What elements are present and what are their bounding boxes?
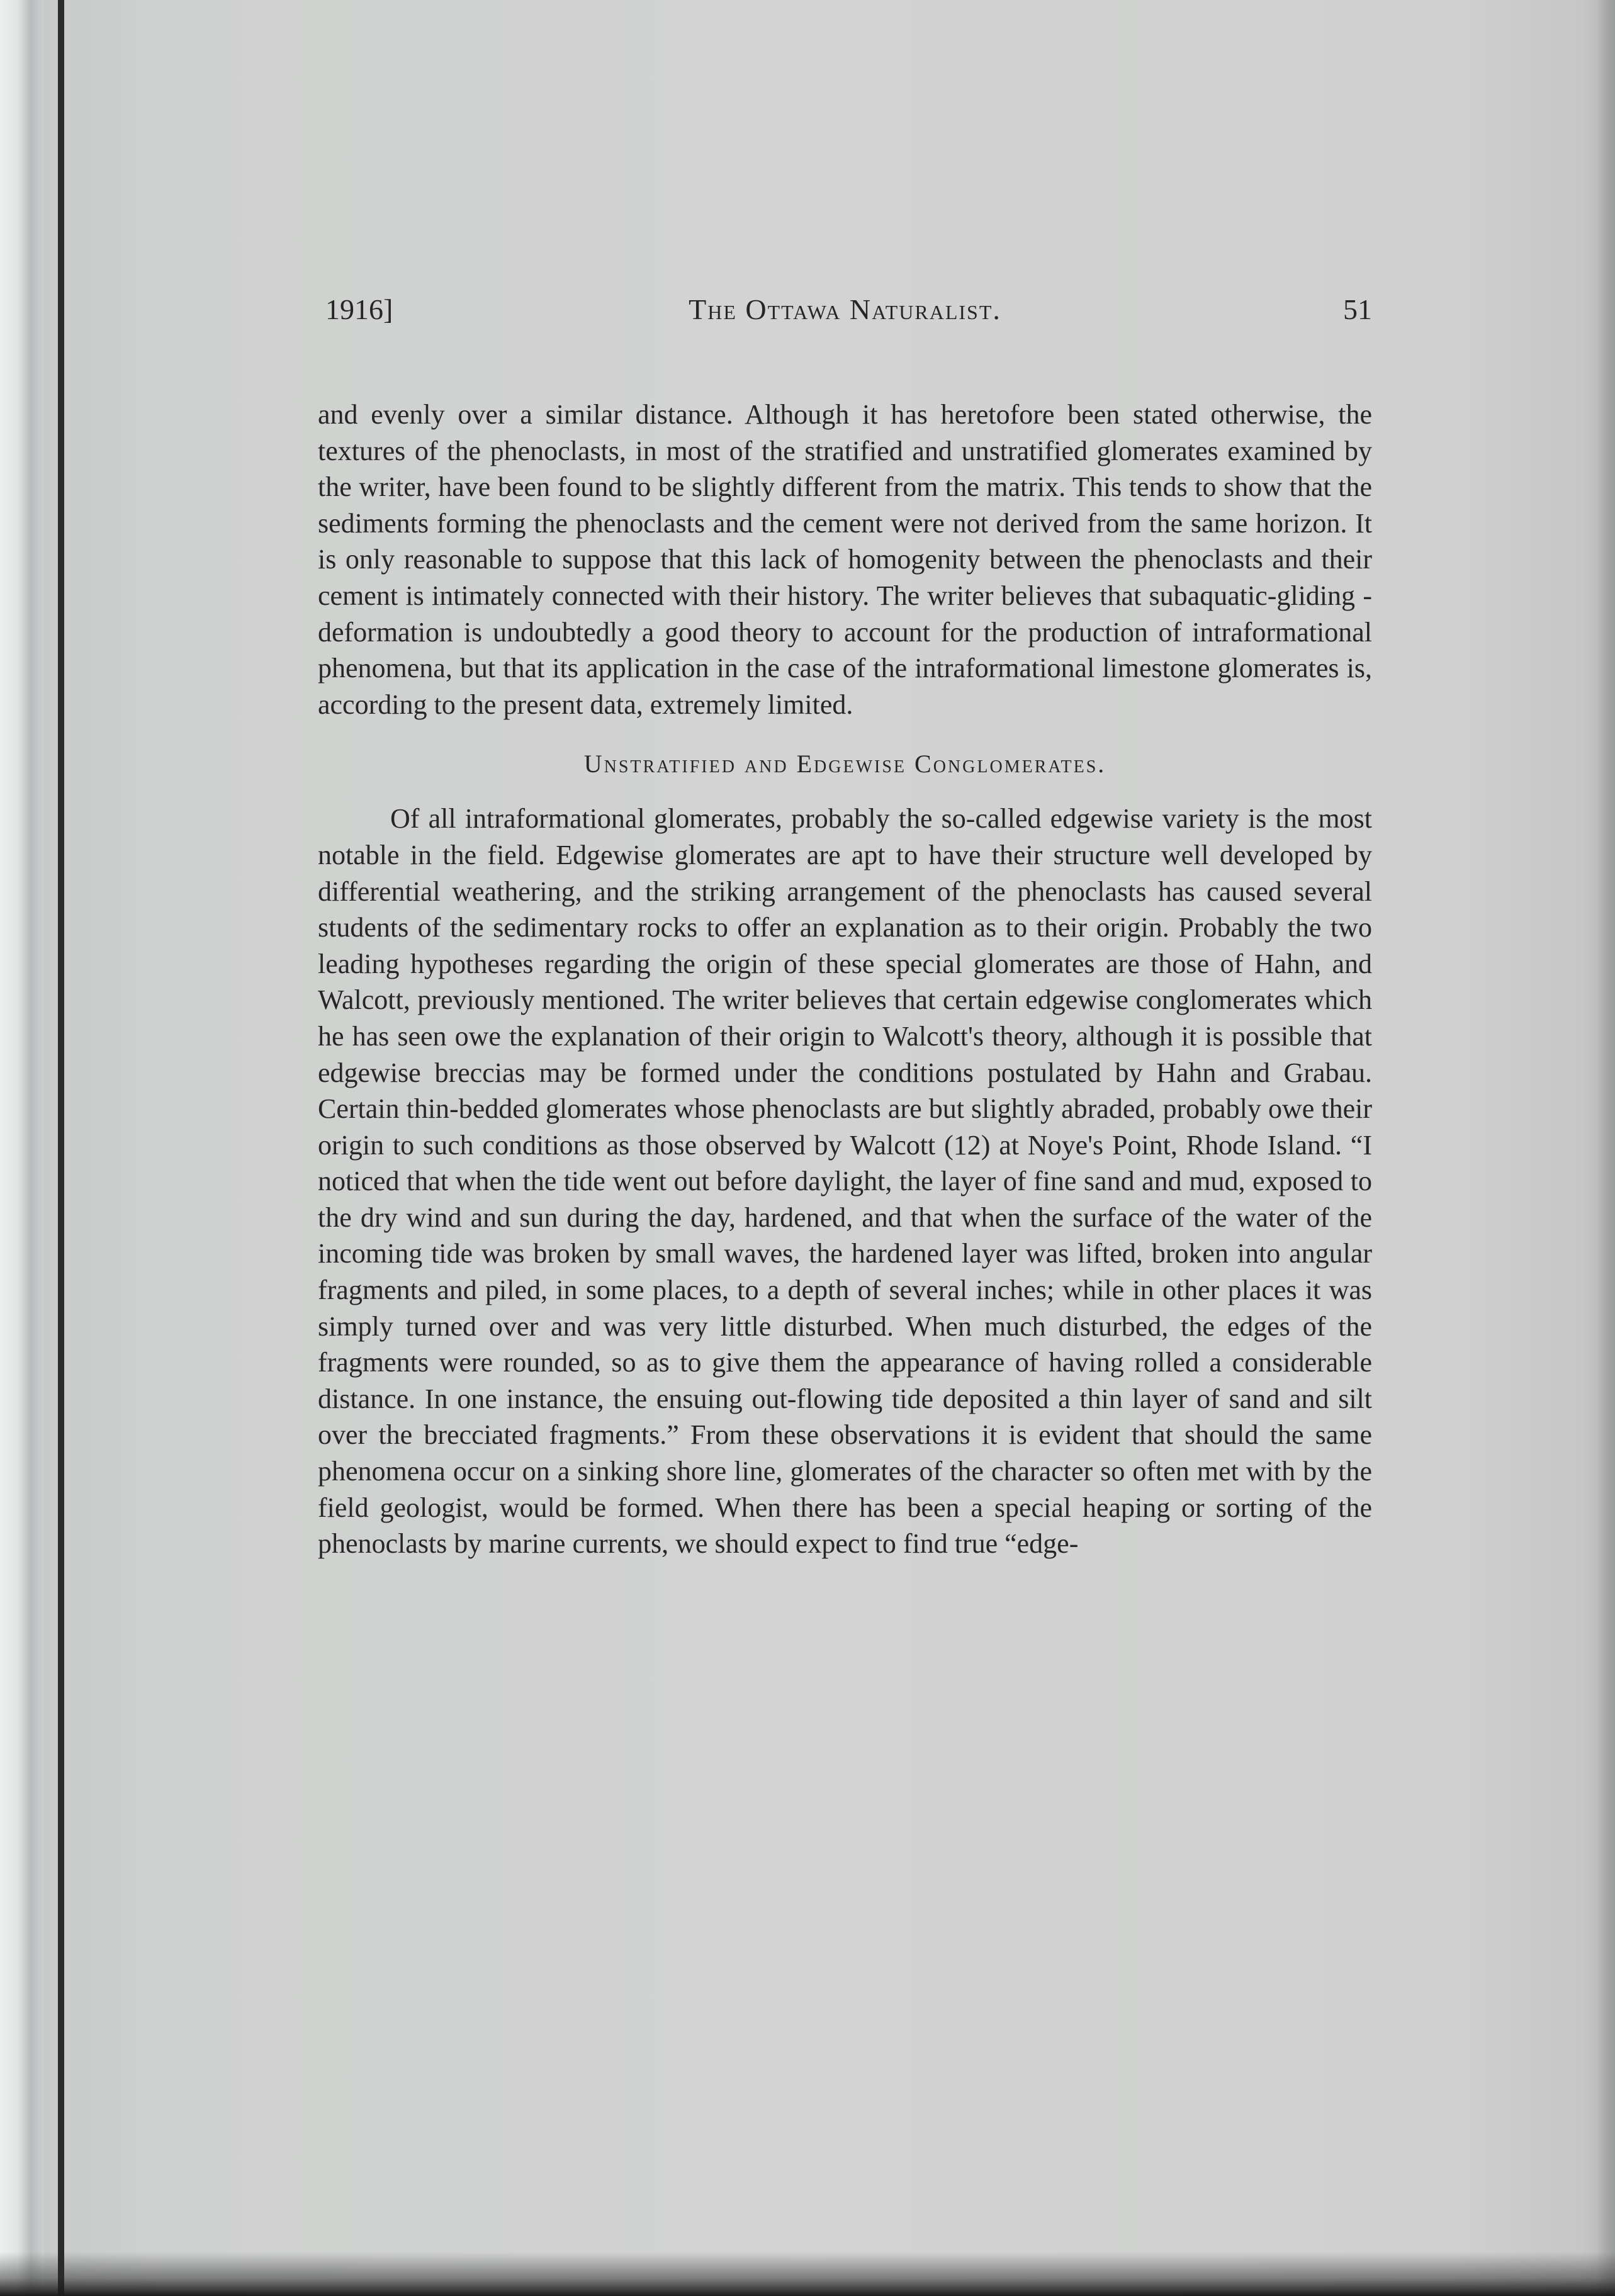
page-bottom-shadow (0, 2252, 1615, 2296)
paragraph: Of all intraformational glomerates, probably the so-called edgewise variety is the most notable in the field. Edgewise glomerates are apt to have their structure well developed by differential weathering, and the striking arrangement of the phenoclasts has caused several students of the sedimentary rocks to offer an explanation as to their origin. Probably the two leading hypotheses regarding the origin of these special glomerates are those of Hahn, and Walcott, previously mentioned. The writer believes that certain edgewise conglomerates which he has seen owe the explanation of their origin to Walcott's theory, although it is possible that edgewise breccias may be formed under the conditions postulated by Hahn and Grabau. Certain thin-bedded glomerates whose phenoclasts are but slightly abraded, probably owe their origin to such conditions as those observed by Walcott (12) at Noye's Point, Rhode Island. “I noticed that when the tide went out before daylight, the layer of fine sand and mud, exposed to the dry wind and sun during the day, hardened, and that when the surface of the water of the incoming tide was broken by small waves, the hardened layer was lifted, broken into angular fragments and piled, in some places, to a depth of several inches; while in other places it was simply turned over and was very little disturbed. When much disturbed, the edges of the fragments were rounded, so as to give them the appearance of having rolled a considerable distance. In one instance, the ensuing out-flowing tide deposited a thin layer of sand and silt over the brecciated fragments.” From these observations it is evident that should the same phenomena occur on a sinking shore line, glomerates of the character so often met with by the field geologist, would be formed. When there has been a special heaping or sorting of the phenoclasts by marine currents, we should expect to find true “edge- (318, 803, 1372, 1560)
binding-line (58, 0, 64, 2296)
running-head (318, 291, 1372, 329)
body-text (318, 397, 1372, 1562)
running-head-journal-title: The Ottawa Naturalist. (689, 293, 1001, 325)
page-right-edge (1596, 0, 1615, 2296)
page-number: 51 (1343, 293, 1372, 325)
journal-page (318, 291, 1372, 1562)
running-head-year: 1916] (325, 293, 393, 325)
binding-edge (0, 0, 44, 2296)
paragraph: and evenly over a similar distance. Although it has heretofore been stated otherwise, the textures of the phenoclasts, in most of the stratified and unstratified glomerates examined by the writer, have been found to be slightly different from the matrix. This tends to show that the sediments forming the phenoclasts and the cement were not derived from the same horizon. It is only reasonable to suppose that this lack of homogenity between the phenoclasts and their cement is intimately connected with their history. The writer believes that subaquatic-gliding -deformation is undoubtedly a good theory to account for the production of intraformational phenomena, but that its application in the case of the intraformational limestone glomerates is, according to the present data, extremely limited. (318, 399, 1372, 720)
section-heading: Unstratified and Edgewise Conglomerates. (583, 750, 1106, 779)
